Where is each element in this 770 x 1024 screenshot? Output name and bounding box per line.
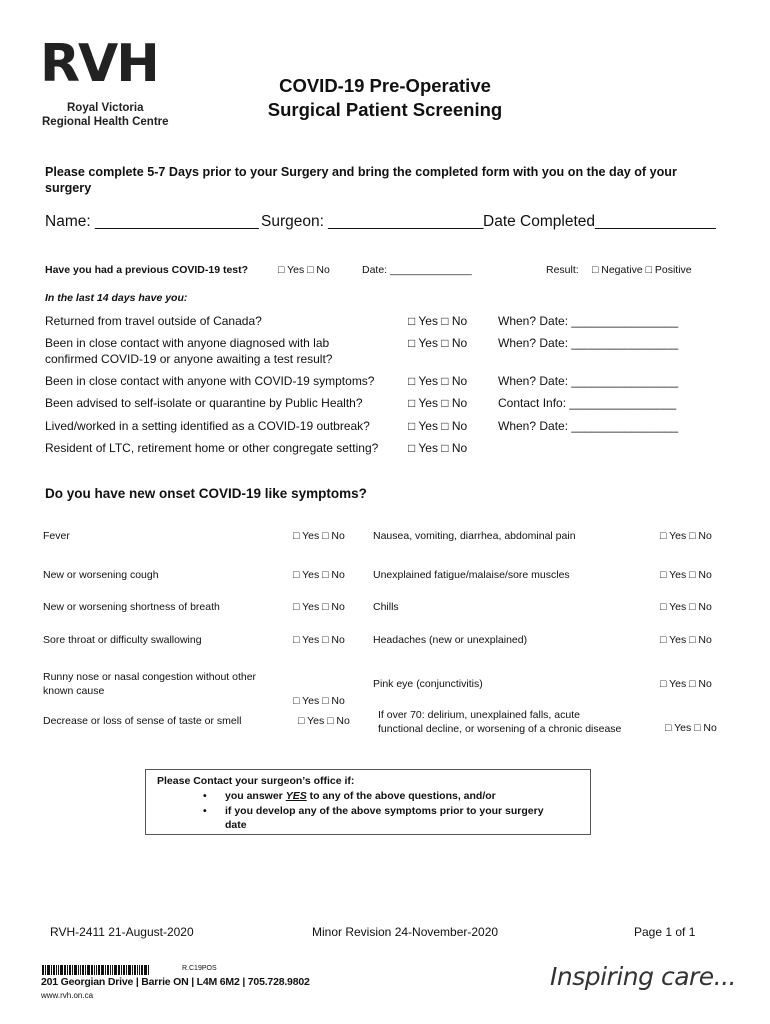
symptom-label-line2: functional decline, or worsening of a chronic disease <box>378 723 622 735</box>
exposure-question-line1: Been in close contact with anyone diagnosed with lab <box>45 336 330 350</box>
exposure-yes-no[interactable]: □ Yes □ No <box>408 314 468 328</box>
symptom-label <box>378 708 621 736</box>
symptom-label-line2: known cause <box>43 685 105 697</box>
contact-bullet-1 <box>203 789 496 803</box>
exposure-yes-no[interactable]: □ Yes □ No <box>408 374 468 388</box>
result-label: Result: <box>546 264 579 276</box>
symptom-yes-no[interactable]: □ Yes □ No <box>660 678 712 690</box>
last-14-days-heading: In the last 14 days have you: <box>45 292 188 304</box>
exposure-question: Returned from travel outside of Canada? <box>45 314 262 328</box>
logo-subtitle <box>42 101 169 129</box>
symptom-yes-no[interactable]: □ Yes □ No <box>660 601 712 613</box>
previous-test-question: Have you had a previous COVID-19 test? <box>45 264 249 276</box>
title-line1: COVID-19 Pre-Operative <box>279 75 491 96</box>
address: 201 Georgian Drive | Barrie ON | L4M 6M2 | 705.728.9802 <box>41 976 310 988</box>
symptom-label: Headaches (new or unexplained) <box>373 634 528 646</box>
instructions: Please complete 5-7 Days prior to your Surgery and bring the completed form with you on the day of your surgery <box>45 165 677 195</box>
exposure-detail[interactable]: When? Date: ________________ <box>498 314 679 328</box>
symptom-label-line1: If over 70: delirium, unexplained falls, acute <box>378 709 580 721</box>
barcode <box>42 965 180 975</box>
contact-bullet-2 <box>203 804 544 832</box>
bullet-1-post: to any of the above questions, and/or <box>306 790 496 802</box>
logo-line1: Royal Victoria <box>67 102 144 114</box>
symptom-yes-no[interactable]: □ Yes □ No <box>660 634 712 646</box>
symptom-label: Fever <box>43 530 70 542</box>
bullet-1-pre: you answer <box>225 790 286 802</box>
exposure-detail[interactable]: Contact Info: ________________ <box>498 396 677 410</box>
exposure-detail[interactable]: When? Date: ________________ <box>498 419 679 433</box>
bullet-2-line1: if you develop any of the above symptoms prior to your surgery <box>225 805 544 817</box>
rvh-logo: RVH <box>40 34 158 94</box>
result-options[interactable]: □ Negative □ Positive <box>592 264 692 276</box>
symptom-label: Decrease or loss of sense of taste or smell <box>43 715 242 727</box>
contact-box-title: Please Contact your surgeon’s office if: <box>157 775 355 787</box>
exposure-question: Resident of LTC, retirement home or other congregate setting? <box>45 441 379 455</box>
contact-surgeon-box <box>145 769 591 835</box>
bullet-icon: • <box>203 790 207 802</box>
exposure-question: Lived/worked in a setting identified as a COVID-19 outbreak? <box>45 419 370 433</box>
barcode-label: R.C19POS <box>182 965 217 972</box>
symptom-label: Chills <box>373 601 399 613</box>
symptom-yes-no[interactable]: □ Yes □ No <box>293 530 345 542</box>
symptom-yes-no[interactable]: □ Yes □ No <box>293 601 345 613</box>
bullet-icon: • <box>203 805 207 817</box>
symptom-yes-no[interactable]: □ Yes □ No <box>298 715 350 727</box>
exposure-yes-no[interactable]: □ Yes □ No <box>408 441 468 455</box>
symptom-label-line1: Runny nose or nasal congestion without other <box>43 671 257 683</box>
exposure-question: Been advised to self-isolate or quarantine by Public Health? <box>45 396 363 410</box>
tagline: Inspiring care... <box>550 962 737 991</box>
exposure-yes-no[interactable]: □ Yes □ No <box>408 336 468 350</box>
form-id: RVH-2411 21-August-2020 <box>50 925 194 939</box>
symptom-yes-no[interactable]: □ Yes □ No <box>293 695 345 707</box>
exposure-yes-no[interactable]: □ Yes □ No <box>408 419 468 433</box>
bullet-2-line2: date <box>225 819 247 831</box>
exposure-question <box>45 335 332 367</box>
revision-note: Minor Revision 24-November-2020 <box>312 925 499 939</box>
previous-test-yes-no[interactable]: □ Yes □ No <box>278 264 330 276</box>
website: www.rvh.on.ca <box>41 991 94 1000</box>
previous-test-date[interactable]: Date: ______________ <box>362 264 472 276</box>
symptom-label <box>43 670 256 698</box>
exposure-detail[interactable]: When? Date: ________________ <box>498 336 679 350</box>
symptom-label: New or worsening shortness of breath <box>43 601 220 613</box>
page-number: Page 1 of 1 <box>634 925 696 939</box>
name-field[interactable]: Name: ___________________ <box>45 213 259 230</box>
surgeon-field[interactable]: Surgeon: __________________ <box>261 213 484 230</box>
exposure-detail[interactable]: When? Date: ________________ <box>498 374 679 388</box>
symptom-label: Nausea, vomiting, diarrhea, abdominal pain <box>373 530 576 542</box>
symptoms-heading: Do you have new onset COVID-19 like symptoms? <box>45 486 367 501</box>
symptom-yes-no[interactable]: □ Yes □ No <box>293 634 345 646</box>
symptom-yes-no[interactable]: □ Yes □ No <box>665 722 717 734</box>
symptom-yes-no[interactable]: □ Yes □ No <box>660 530 712 542</box>
symptom-label: Sore throat or difficulty swallowing <box>43 634 202 646</box>
exposure-question-line2: confirmed COVID-19 or anyone awaiting a test result? <box>45 352 333 366</box>
exposure-yes-no[interactable]: □ Yes □ No <box>408 396 468 410</box>
symptom-label: Pink eye (conjunctivitis) <box>373 678 483 690</box>
title-line2: Surgical Patient Screening <box>267 99 503 120</box>
symptom-label: Unexplained fatigue/malaise/sore muscles <box>373 569 570 581</box>
bullet-1-yes: YES <box>285 790 307 802</box>
exposure-question: Been in close contact with anyone with COVID-19 symptoms? <box>45 374 375 388</box>
symptom-yes-no[interactable]: □ Yes □ No <box>293 569 345 581</box>
date-completed-field[interactable]: Date Completed______________ <box>483 213 716 230</box>
symptom-yes-no[interactable]: □ Yes □ No <box>660 569 712 581</box>
symptom-label: New or worsening cough <box>43 569 159 581</box>
form-title <box>230 74 540 122</box>
logo-line2: Regional Health Centre <box>42 116 169 128</box>
